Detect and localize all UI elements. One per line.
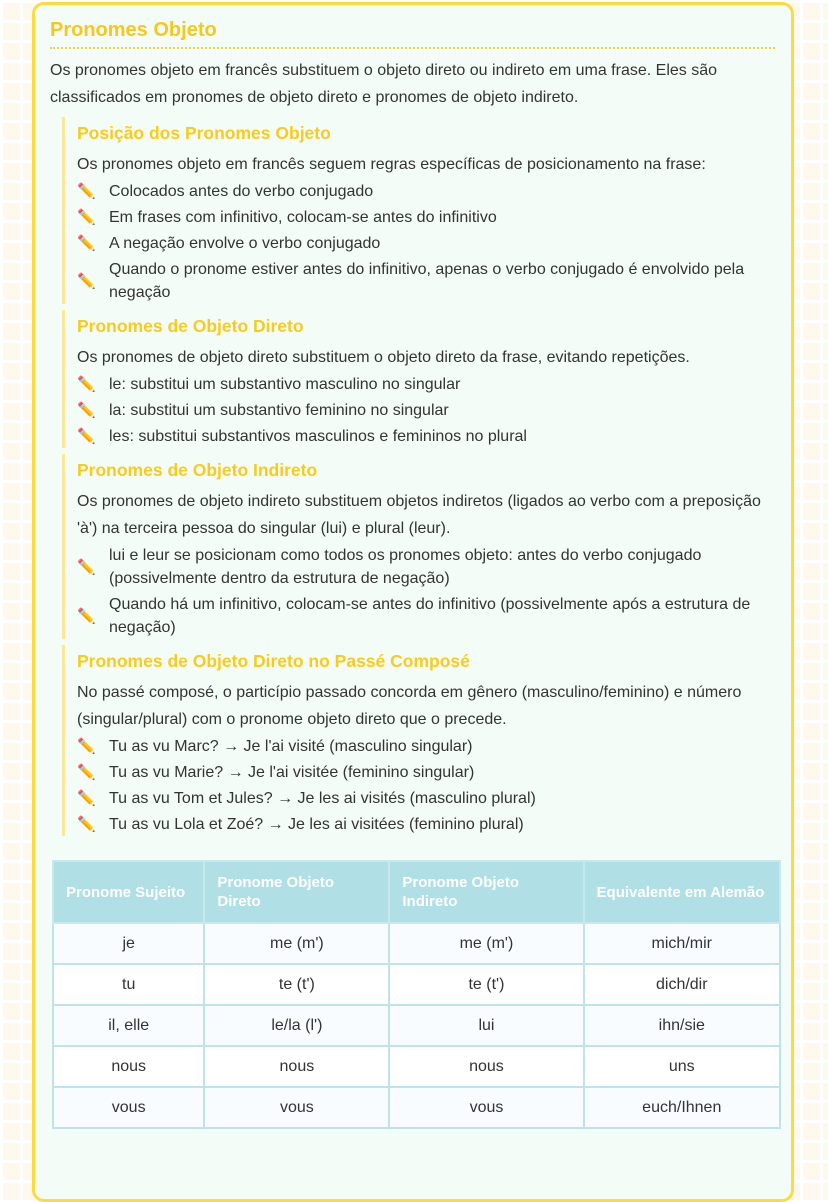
list-item-text: la: substitui um substantivo feminino no singular xyxy=(109,402,449,419)
pronoun-table xyxy=(52,860,781,1129)
column-header: Pronome Sujeito xyxy=(53,861,204,923)
list-item xyxy=(77,206,775,229)
list-item xyxy=(77,180,775,203)
section-title: Pronomes de Objeto Direto xyxy=(77,316,304,336)
table-row xyxy=(53,1087,780,1128)
pencil-icon: ✏️ xyxy=(77,764,96,781)
list-item xyxy=(77,373,775,396)
list-item xyxy=(77,735,775,758)
list-item-text: les: substitui substantivos masculinos e femininos no plural xyxy=(109,428,527,445)
table-cell: lui xyxy=(389,1005,583,1046)
section-text: Os pronomes de objeto direto substituem o objeto direto da frase, evitando repetições. xyxy=(77,349,690,366)
pencil-icon: ✏️ xyxy=(77,607,96,625)
list-item xyxy=(77,593,775,639)
list-item-text: Tu as vu Tom et Jules? → Je les ai visités (masculino plural) xyxy=(109,790,536,807)
list-item-text: Tu as vu Marc? → Je l'ai visité (masculino singular) xyxy=(109,738,473,755)
table-cell: dich/dir xyxy=(584,964,780,1005)
pencil-icon: ✏️ xyxy=(77,183,96,200)
table-cell: ihn/sie xyxy=(584,1005,780,1046)
list-item-text: lui e leur se posicionam como todos os pronomes objeto: antes do verbo conjugado (possivelmente dentro da estrutura de negação) xyxy=(109,547,702,587)
list-item-text: Tu as vu Lola et Zoé? → Je les ai visitées (feminino plural) xyxy=(109,816,524,833)
list-item-text: Em frases com infinitivo, colocam-se antes do infinitivo xyxy=(109,209,497,226)
table-row xyxy=(53,964,780,1005)
content-card xyxy=(32,2,794,1202)
table-cell: tu xyxy=(53,964,204,1005)
table-cell: mich/mir xyxy=(584,923,780,964)
list-item xyxy=(77,544,775,590)
table-row xyxy=(53,923,780,964)
pencil-icon: ✏️ xyxy=(77,209,96,226)
table-cell: euch/Ihnen xyxy=(584,1087,780,1128)
section-title: Pronomes de Objeto Indireto xyxy=(77,460,318,480)
pencil-icon: ✏️ xyxy=(77,816,96,833)
intro-text: Os pronomes objeto em francês substituem o objeto direto ou indireto em uma frase. Eles são classificados em pronomes de objeto direto e pronomes de objeto indireto. xyxy=(50,62,718,106)
table-cell: le/la (l') xyxy=(204,1005,389,1046)
list-item xyxy=(77,813,775,836)
pencil-icon: ✏️ xyxy=(77,402,96,419)
list-item xyxy=(77,787,775,810)
list-item xyxy=(77,232,775,255)
table-cell: te (t') xyxy=(204,964,389,1005)
table-cell: nous xyxy=(204,1046,389,1087)
pencil-icon: ✏️ xyxy=(77,558,96,576)
table-cell: il, elle xyxy=(53,1005,204,1046)
table-row xyxy=(53,1046,780,1087)
pencil-icon: ✏️ xyxy=(77,272,96,290)
section xyxy=(62,310,775,448)
pencil-icon: ✏️ xyxy=(77,376,96,393)
column-header: Pronome Objeto Direto xyxy=(204,861,389,923)
list-item xyxy=(77,258,775,304)
table-cell: vous xyxy=(389,1087,583,1128)
section xyxy=(62,454,775,639)
section-title: Posição dos Pronomes Objeto xyxy=(77,123,331,143)
section-title: Pronomes de Objeto Direto no Passé Composé xyxy=(77,651,470,671)
section-text: Os pronomes de objeto indireto substituem objetos indiretos (ligados ao verbo com a preposição 'à') na terceira pessoa do singular (lui) e plural (leur). xyxy=(77,493,761,537)
page-title: Pronomes Objeto xyxy=(50,19,775,49)
list-item xyxy=(77,399,775,422)
table-cell: me (m') xyxy=(204,923,389,964)
section-text: No passé composé, o particípio passado concorda em gênero (masculino/feminino) e número (singular/plural) com o pronome objeto direto que o precede. xyxy=(77,684,742,728)
table-cell: me (m') xyxy=(389,923,583,964)
list-item-text: Tu as vu Marie? → Je l'ai visitée (feminino singular) xyxy=(109,764,475,781)
section xyxy=(62,645,775,836)
list-item-text: A negação envolve o verbo conjugado xyxy=(109,235,381,252)
table-cell: nous xyxy=(53,1046,204,1087)
table-cell: vous xyxy=(204,1087,389,1128)
section xyxy=(62,117,775,304)
table-cell: uns xyxy=(584,1046,780,1087)
table-cell: te (t') xyxy=(389,964,583,1005)
pencil-icon: ✏️ xyxy=(77,428,96,445)
pencil-icon: ✏️ xyxy=(77,790,96,807)
pencil-icon: ✏️ xyxy=(77,235,96,252)
column-header: Equivalente em Alemão xyxy=(584,861,780,923)
table-cell: nous xyxy=(389,1046,583,1087)
list-item-text: Quando o pronome estiver antes do infinitivo, apenas o verbo conjugado é envolvido pela negação xyxy=(109,261,745,301)
table-cell: vous xyxy=(53,1087,204,1128)
table-cell: je xyxy=(53,923,204,964)
column-header: Pronome Objeto Indireto xyxy=(389,861,583,923)
list-item xyxy=(77,425,775,448)
pencil-icon: ✏️ xyxy=(77,738,96,755)
list-item-text: Quando há um infinitivo, colocam-se antes do infinitivo (possivelmente após a estrutura de negação) xyxy=(109,596,751,636)
list-item xyxy=(77,761,775,784)
table-row xyxy=(53,1005,780,1046)
list-item-text: le: substitui um substantivo masculino no singular xyxy=(109,376,461,393)
section-text: Os pronomes objeto em francês seguem regras específicas de posicionamento na frase: xyxy=(77,156,706,173)
list-item-text: Colocados antes do verbo conjugado xyxy=(109,183,374,200)
